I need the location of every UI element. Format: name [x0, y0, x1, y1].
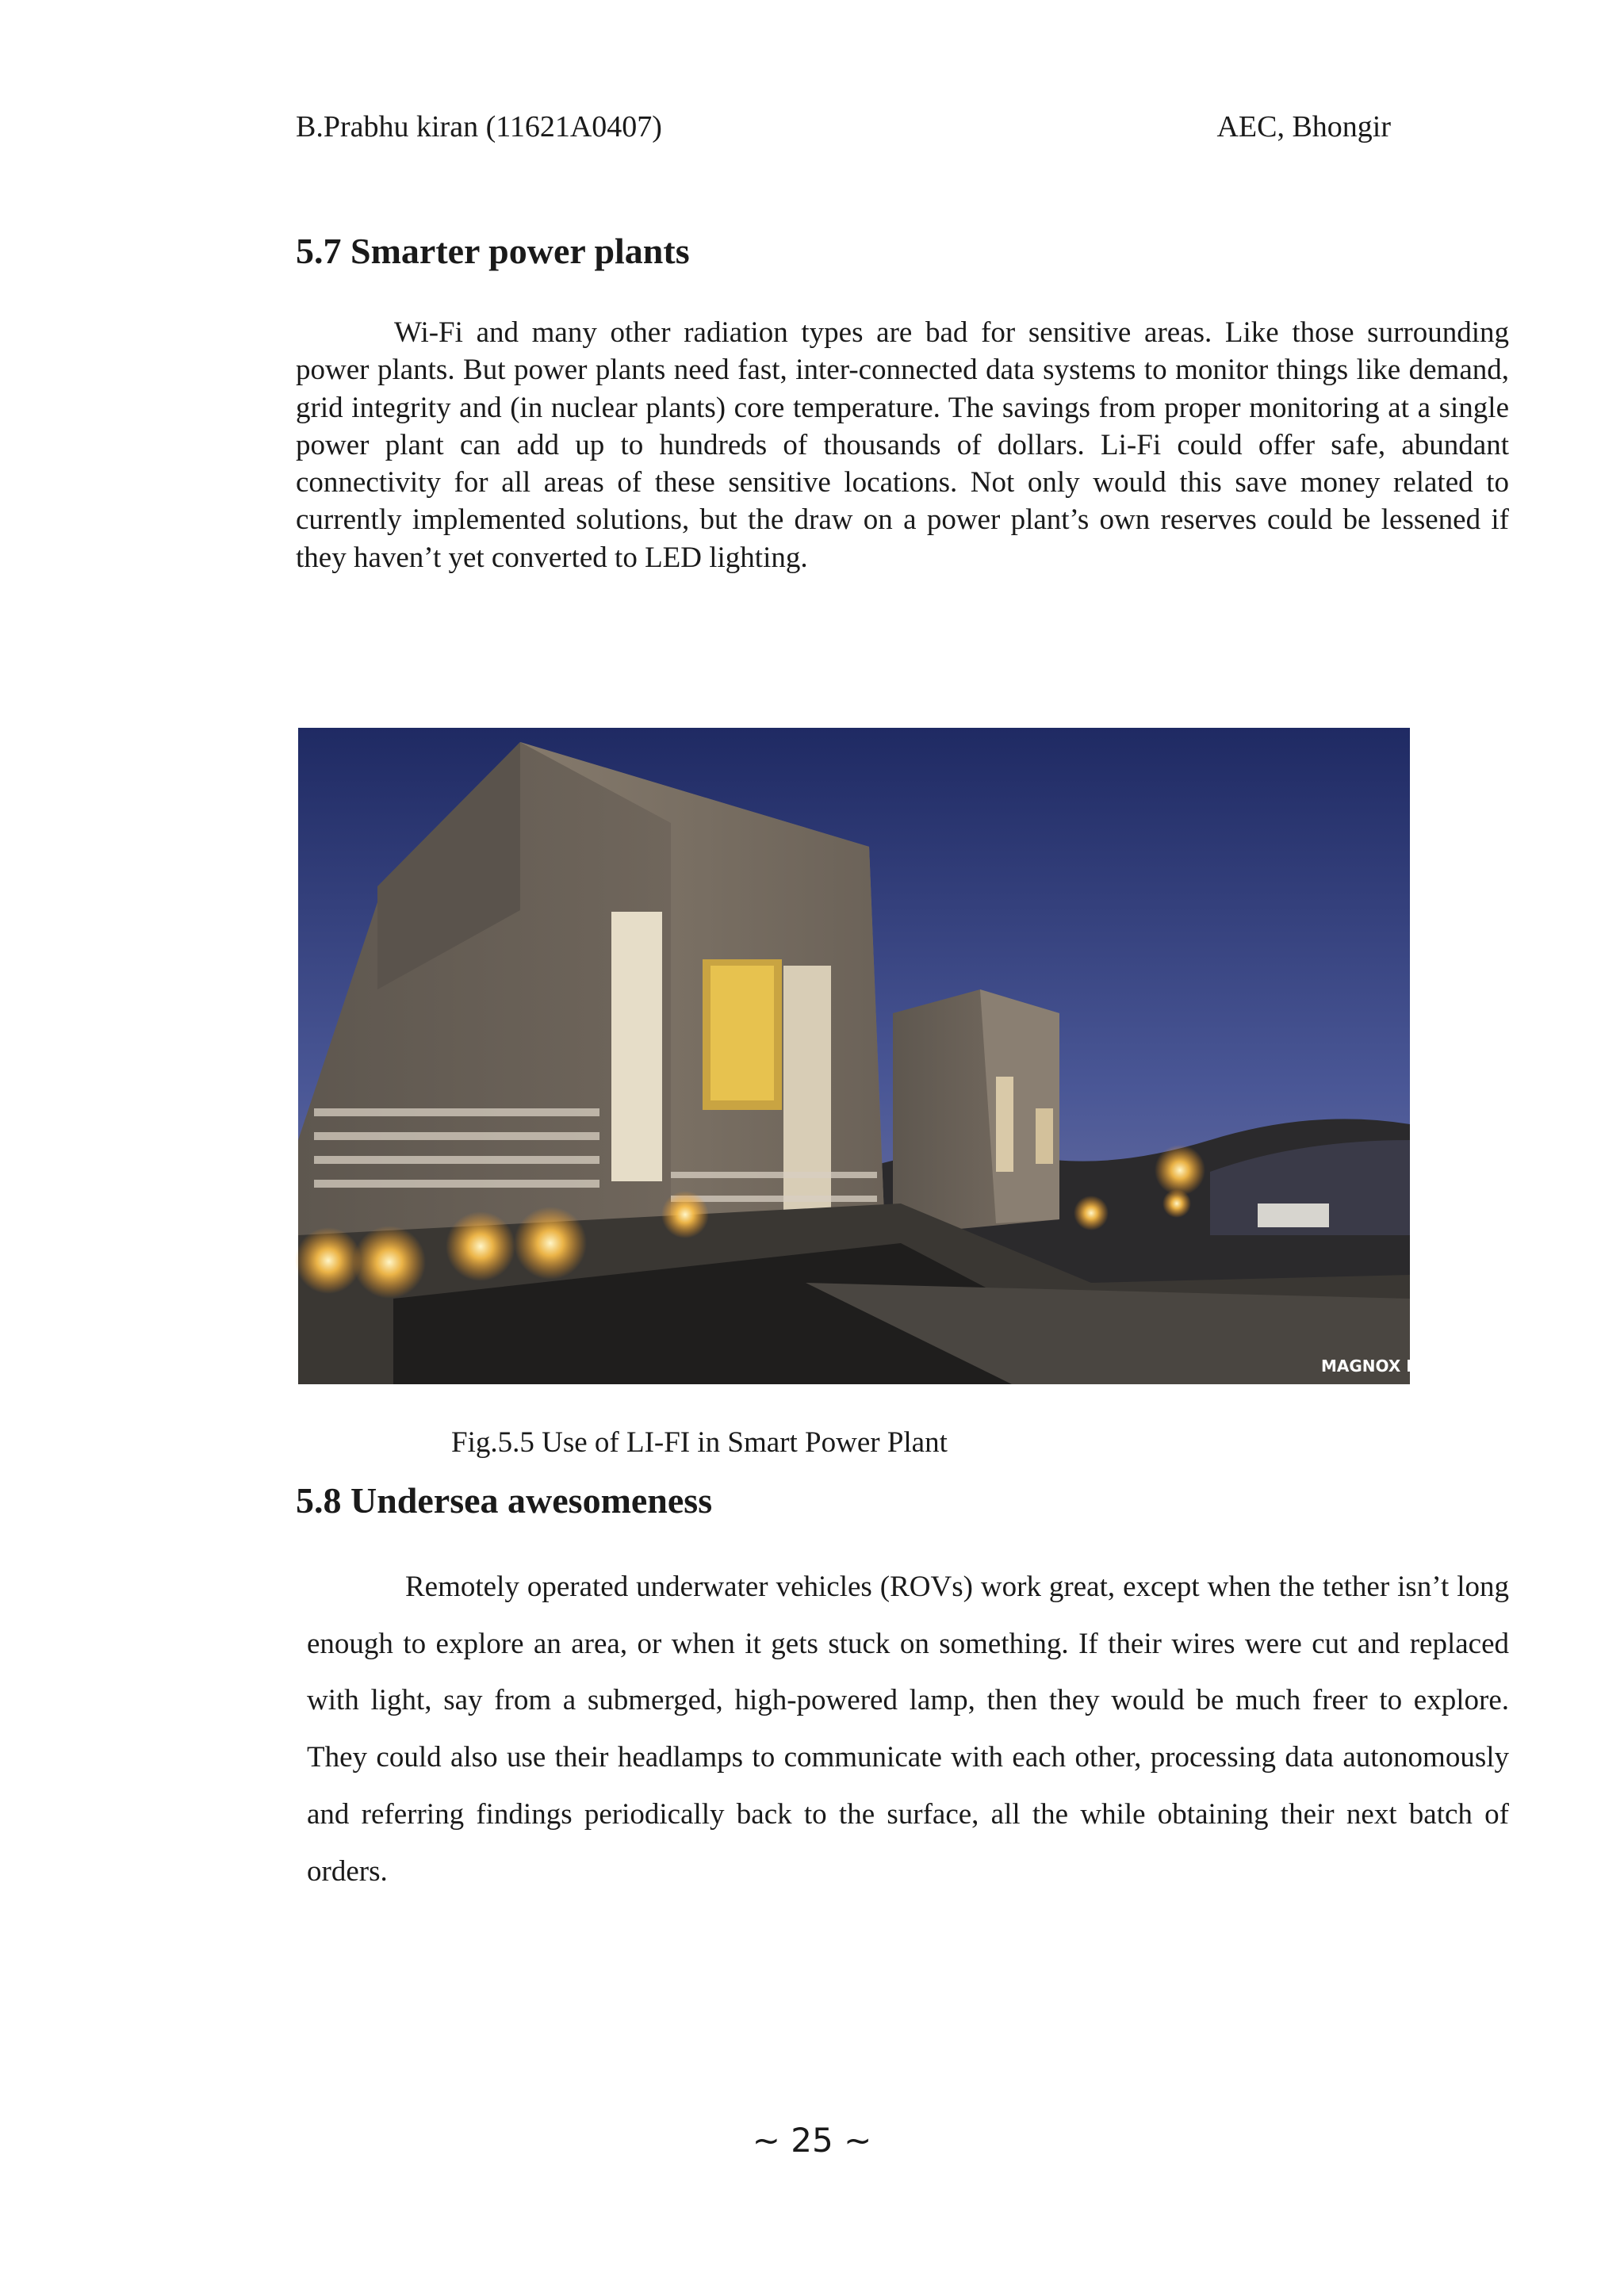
section-5-7-title: 5.7 Smarter power plants: [296, 231, 690, 271]
power-plant-photo: [298, 728, 1438, 1384]
header-author: B.Prabhu kiran (11621A0407): [296, 110, 662, 144]
header-college: AEC, Bhongir: [1216, 110, 1391, 144]
section-5-7-body: Wi-Fi and many other radiation types are bad for sensitive areas. Like those surrounding power plants. But power plants need fast, inter-connected data systems to monitor things like demand, grid integrity and (in nuclear plants) core temperature. The savings from proper monitoring at a single power plant can add up to hundreds of thousands of dollars. Li-Fi could offer safe, abundant connectivity for all areas of these sensitive locations. Not only would this save money related to currently implemented solutions, but the draw on a power plant’s own reserves could be lessened if they haven’t yet converted to LED lighting.: [296, 316, 1509, 574]
section-5-8-body: Remotely operated underwater vehicles (ROVs) work great, except when the tether isn’t long enough to explore an area, or when it gets stuck on something. If their wires were cut and replaced with light, say from a submerged, high-powered lamp, then they would be much freer to explore. They could also use their headlamps to communicate with each other, processing data autonomously and referring findings periodically back to the surface, all the while obtaining their next batch of orders.: [307, 1571, 1509, 1888]
page-number: ~ 25 ~: [752, 2121, 872, 2160]
section-5-8-title: 5.8 Undersea awesomeness: [296, 1480, 713, 1521]
figure-caption: Fig.5.5 Use of LI-FI in Smart Power Plant: [451, 1426, 948, 1459]
photo-watermark: MAGNOX LTD: [1321, 1357, 1438, 1376]
